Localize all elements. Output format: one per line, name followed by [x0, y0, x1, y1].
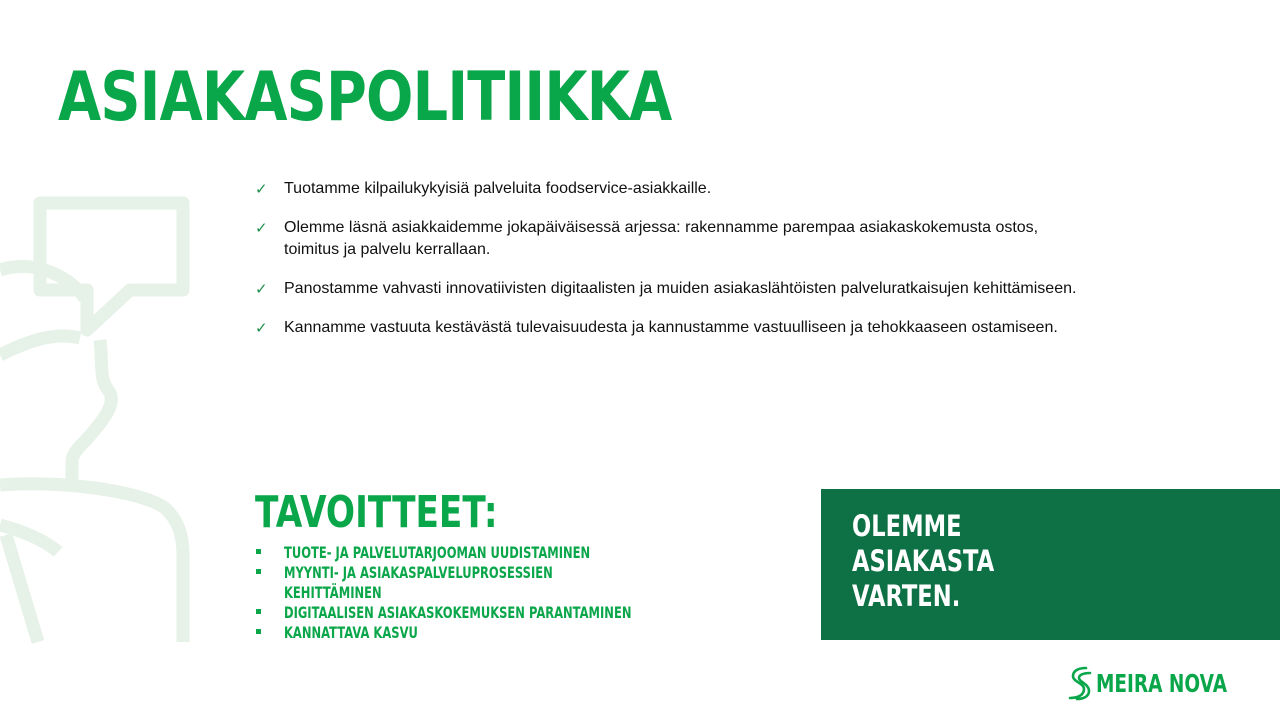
meira-nova-s-icon	[1066, 665, 1092, 701]
checkmark-icon: ✓	[255, 219, 268, 237]
goals-heading: TAVOITTEET:	[255, 487, 498, 538]
page-title: ASIAKASPOLITIIKKA	[58, 58, 672, 137]
goal-item: MYYNTI- JA ASIAKASPALVELUPROSESSIEN KEHITTÄMINEN	[255, 563, 735, 603]
square-bullet-icon	[256, 549, 261, 554]
checkmark-icon: ✓	[255, 180, 268, 198]
square-bullet-icon	[256, 609, 261, 614]
policy-list	[253, 178, 1093, 356]
goals-list	[255, 543, 735, 643]
goal-item: DIGITAALISEN ASIAKASKOKEMUKSEN PARANTAMINEN	[255, 603, 735, 623]
list-item: ✓ Tuotamme kilpailukykyisiä palveluita foodservice-asiakkaille.	[255, 180, 712, 198]
slogan-text: OLEMME ASIAKASTA VARTEN.	[852, 509, 995, 613]
slogan-panel	[821, 489, 1280, 640]
goal-item: KANNATTAVA KASVU	[255, 623, 735, 643]
checkmark-icon: ✓	[255, 319, 268, 337]
checkmark-icon: ✓	[255, 280, 268, 298]
goal-item: TUOTE- JA PALVELUTARJOOMAN UUDISTAMINEN	[255, 543, 735, 563]
meira-nova-logo	[1066, 664, 1226, 704]
square-bullet-icon	[256, 569, 261, 574]
person-speech-bubble-illustration	[0, 180, 200, 650]
square-bullet-icon	[256, 629, 261, 634]
list-item: ✓ Panostamme vahvasti innovatiivisten digitaalisten ja muiden asiakaslähtöisten palveluratkaisujen kehittämiseen.	[255, 280, 1077, 298]
list-item: ✓ Kannamme vastuuta kestävästä tulevaisuudesta ja kannustamme vastuulliseen ja tehokkaaseen ostamiseen.	[255, 319, 1058, 337]
logo-text: MEIRA NOVA	[1096, 669, 1228, 698]
list-item: ✓ Olemme läsnä asiakkaidemme jokapäiväisessä arjessa: rakennamme parempaa asiakaskokemusta ostos, toimitus ja palvelu kerrallaan.	[255, 219, 1039, 258]
